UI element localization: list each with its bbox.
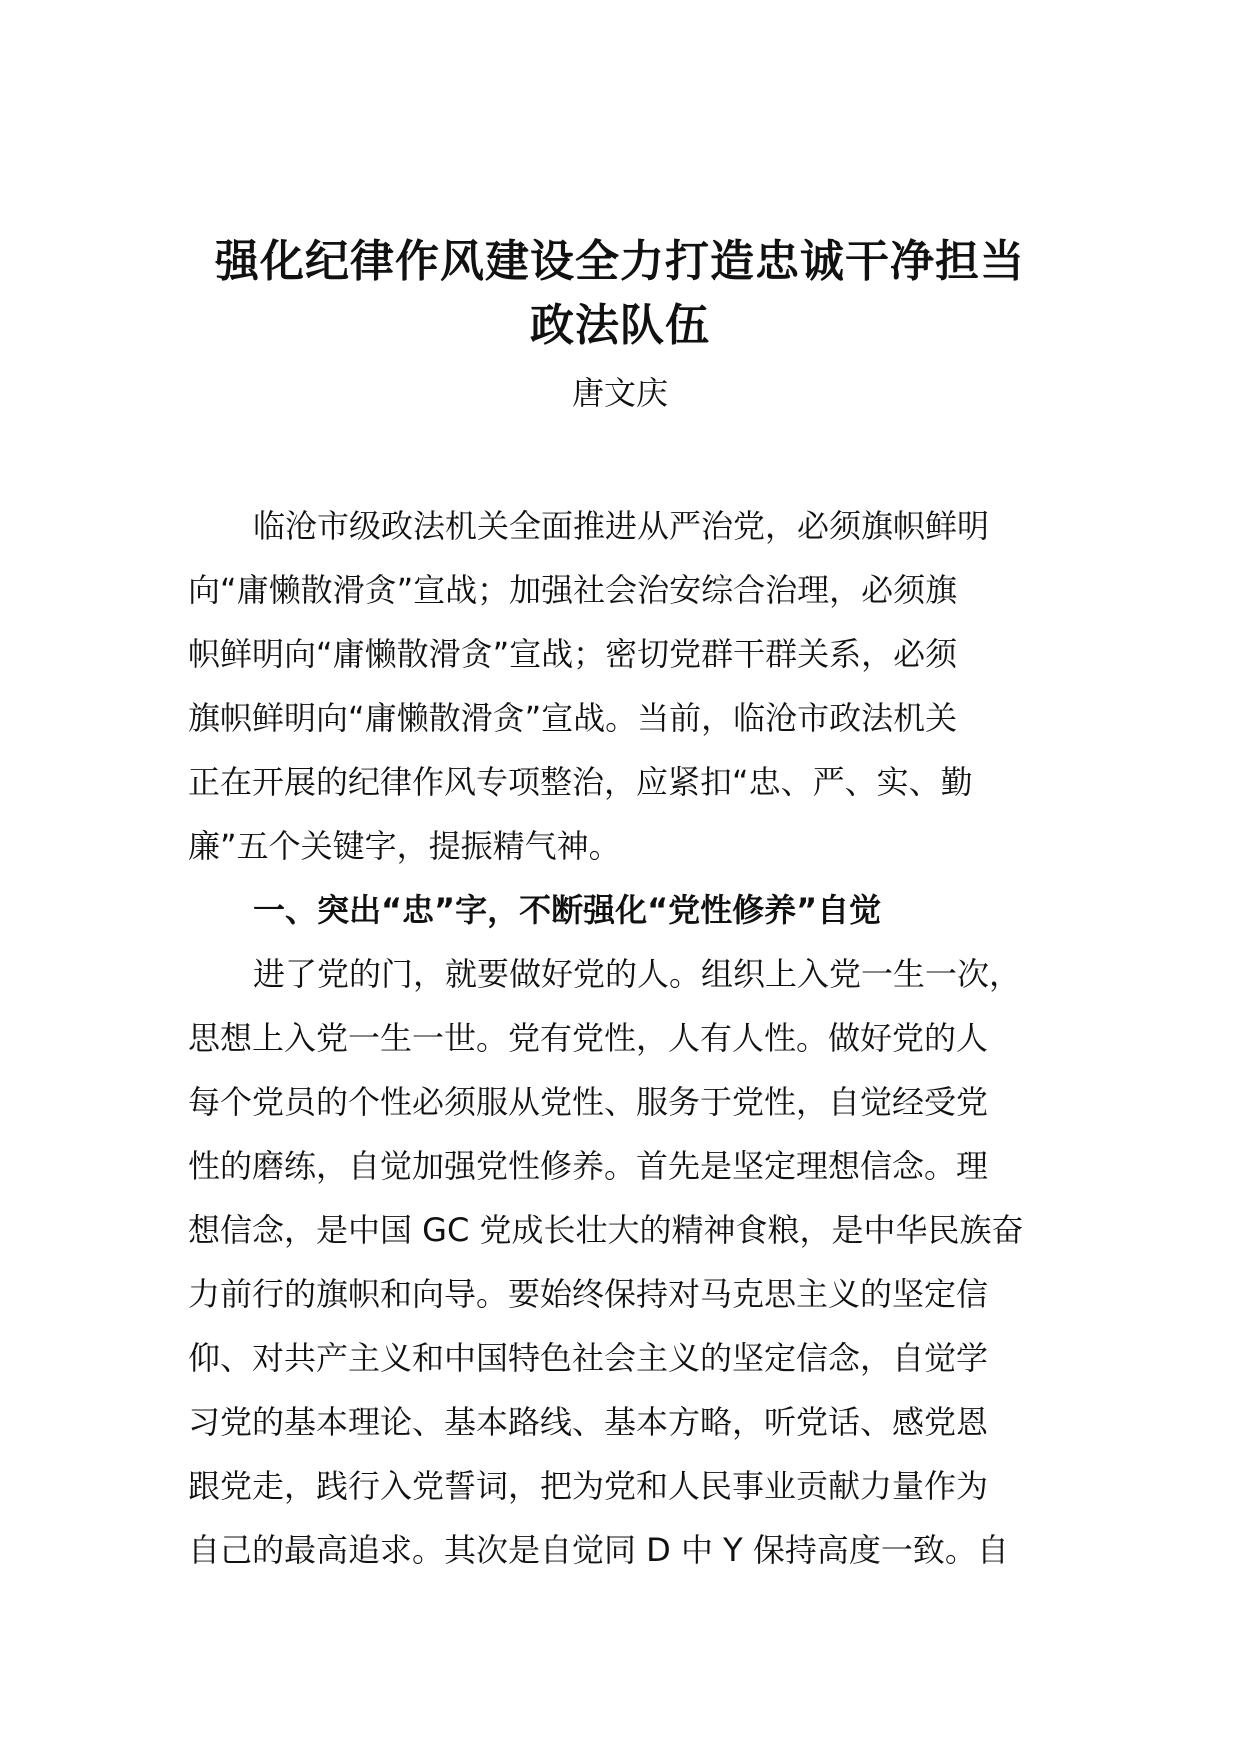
paragraph-line: 性的磨练，自觉加强党性修养。首先是坚定理想信念。理 xyxy=(188,1147,989,1185)
paragraph-line: 自己的最高追求。其次是自觉同 D 中 Y 保持高度一致。自 xyxy=(188,1531,1009,1569)
section-heading: 一、突出“忠”字，不断强化“党性修养”自觉 xyxy=(253,891,882,929)
paragraph-line: 帜鲜明向“庸懒散滑贪”宣战；密切党群干群关系，必须 xyxy=(188,635,958,673)
paragraph-line: 临沧市级政法机关全面推进从严治党，必须旗帜鲜明 xyxy=(253,507,990,545)
paragraph-line: 进了党的门，就要做好党的人。组织上入党一生一次， xyxy=(253,955,1022,993)
document-title xyxy=(150,230,1090,358)
author-name: 唐文庆 xyxy=(571,374,668,412)
paragraph-line: 力前行的旗帜和向导。要始终保持对马克思主义的坚定信 xyxy=(188,1275,989,1313)
paragraph-line: 想信念，是中国 GC 党成长壮大的精神食粮，是中华民族奋 xyxy=(188,1211,1024,1249)
paragraph-line: 廉”五个关键字，提振精气神。 xyxy=(188,827,621,865)
paragraph-line: 正在开展的纪律作风专项整治，应紧扣“忠、严、实、勤 xyxy=(188,763,973,801)
title-line-2: 政法队伍 xyxy=(530,300,710,351)
paragraph-line: 每个党员的个性必须服从党性、服务于党性，自觉经受党 xyxy=(188,1083,989,1121)
paragraph-line: 思想上入党一生一世。党有党性，人有人性。做好党的人 xyxy=(188,1019,989,1057)
paragraph-line: 跟党走，践行入党誓词，把为党和人民事业贡献力量作为 xyxy=(188,1467,989,1505)
title-line-1: 强化纪律作风建设全力打造忠诚干净担当 xyxy=(215,236,1025,287)
paragraph-line: 旗帜鲜明向“庸懒散滑贪”宣战。当前，临沧市政法机关 xyxy=(188,699,958,737)
document-body xyxy=(188,494,1068,1582)
paragraph-line: 仰、对共产主义和中国特色社会主义的坚定信念，自觉学 xyxy=(188,1339,989,1377)
paragraph-line: 向“庸懒散滑贪”宣战；加强社会治安综合治理，必须旗 xyxy=(188,571,958,609)
paragraph-line: 习党的基本理论、基本路线、基本方略，听党话、感党恩 xyxy=(188,1403,989,1441)
